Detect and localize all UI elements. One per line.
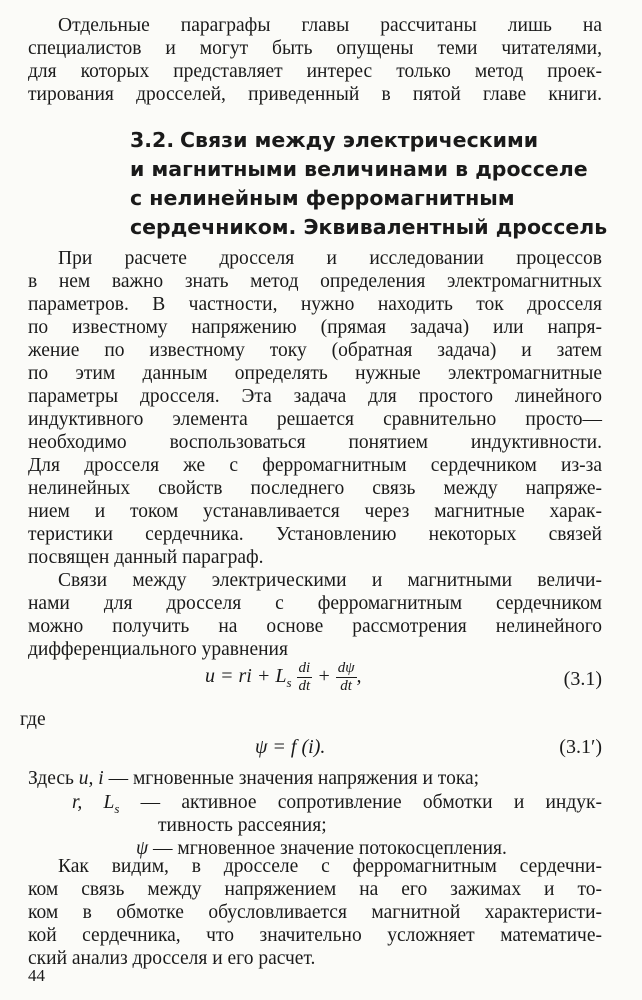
equation-3-1 [205,660,362,695]
intro-line: специалистов и могут быть опущены теми читателями, [28,38,602,59]
paragraph-2 [28,569,602,661]
definition-line [28,767,479,790]
intro-line: тирования дросселей, приведенный в пятой главе книги. [28,84,602,105]
para1-line: в нем важно знать метод определения электромагнитных [28,271,602,292]
def-text: — мгновенное значение потокосцепления. [148,838,507,859]
para3-line: кой сердечника, что значительно усложняет математиче- [28,925,602,946]
page-number: 44 [28,966,45,985]
frac-numerator: di [298,660,311,676]
section-heading [130,126,608,242]
eq1-tail: , [356,665,362,688]
intro-paragraph [28,14,602,106]
para1-line: При расчете дросселя и исследовании процессов [58,248,602,269]
para1-line: параметров. В частности, нужно находить ток дросселя [28,294,602,315]
def-symbols: u, i [78,768,104,789]
def-symbols: ψ [136,838,149,859]
frac-numerator: dψ [337,660,355,676]
eq1-fraction-1 [297,660,313,695]
heading-line: и магнитными величинами в дросселе [130,157,588,181]
para1-line: посвящен данный параграф. [28,547,264,568]
para1-line: параметры дросселя. Эта задача для простого линейного [28,386,602,407]
equation-number: (3.1) [563,668,602,690]
para1-line: Для дросселя же с ферромагнитным сердечником из-за [28,455,602,476]
eq1-fraction-2 [336,660,357,695]
para1-line: по известному напряжению (прямая задача) или напря- [28,317,602,338]
heading-line: сердечником. Эквивалентный дроссель [130,215,608,239]
frac-denominator: dt [340,678,352,694]
def-text: — активное сопротивление обмотки и индук- [119,792,602,813]
equation-number: (3.1′) [559,736,602,758]
para2-line: дифференциального уравнения [28,639,288,660]
intro-line: Отдельные параграфы главы рассчитаны лишь на [58,15,602,36]
para2-line: Связи между электрическими и магнитными величи- [58,570,602,591]
section-number: 3.2. [130,128,175,152]
para1-line: необходимо воспользоваться понятием индуктивности. [28,432,602,453]
def-prefix: Здесь [28,768,79,789]
para1-line: по этим данным определять нужные электромагнитные [28,363,602,384]
eq1-plus: + [317,665,331,688]
para2-line: нами для дросселя с ферромагнитным сердечником [28,593,602,614]
def-text: — мгновенные значения напряжения и тока; [103,768,480,789]
def-sub: s [114,800,120,816]
para1-line: теристики сердечника. Установлению некоторых связей [28,524,602,545]
para2-line: можно получить на основе рассмотрения нелинейного [28,616,602,637]
para3-line: Как видим, в дросселе с ферромагнитным сердечни- [58,856,602,877]
para1-line: индуктивного элемента решается сравнительно просто— [28,409,602,430]
eq1-lhs: u = ri + L [205,665,287,688]
where-label: где [20,709,46,730]
para1-line: жение по известному току (обратная задача) и затем [28,340,602,361]
para1-line: нием и током устанавливается через магнитные харак- [28,501,602,522]
definition-line [72,791,602,820]
definition-line [158,814,327,837]
eq1-sub: s [286,675,292,691]
heading-line: с нелинейным ферромагнитным [130,186,515,210]
intro-line: для которых представляет интерес только метод проек- [28,61,602,82]
para3-line: ский анализ дросселя и его расчет. [28,948,316,969]
paragraph-3 [28,855,602,970]
def-text: тивность рассеяния; [158,815,327,836]
paragraph-1 [28,247,602,569]
equation-3-1-prime: ψ = f (i). [255,736,326,758]
def-symbols: r, L [72,792,115,813]
frac-denominator: dt [298,678,311,694]
heading-line: Связи между электрическими [180,128,539,152]
para3-line: ком связь между напряжением на его зажимах и то- [28,879,602,900]
para3-line: ком в обмотке обусловливается магнитной характеристи- [28,902,602,923]
para1-line: нелинейных свойств последнего связь между напряже- [28,478,602,499]
